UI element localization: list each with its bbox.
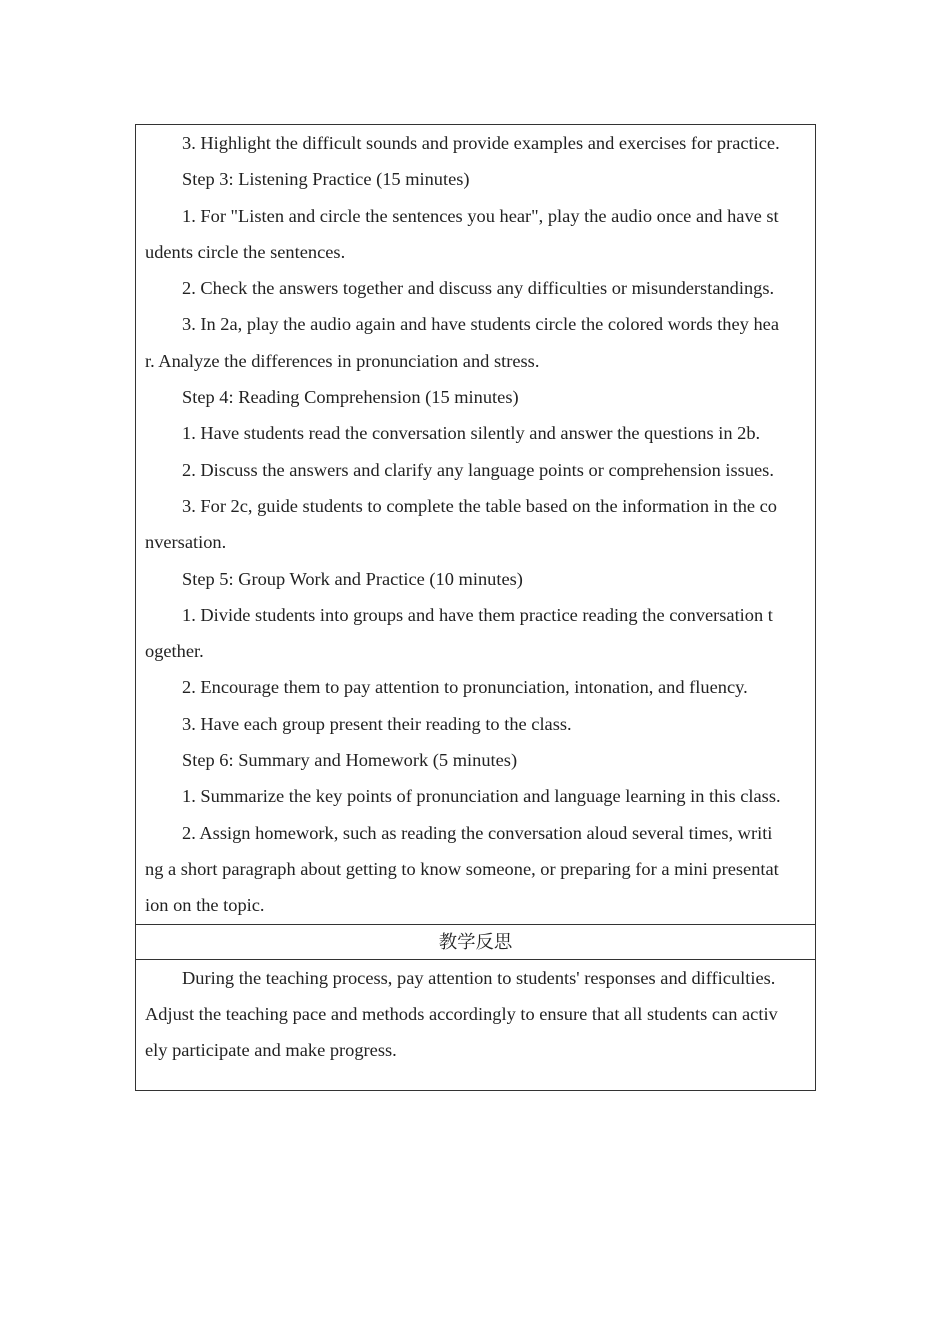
text-line: 3. For 2c, guide students to complete the table based on the information in the co [182,495,778,516]
step-heading: Step 5: Group Work and Practice (10 minutes) [182,568,523,589]
text-line: ng a short paragraph about getting to know someone, or preparing for a mini presentat [145,858,779,879]
text-line: r. Analyze the differences in pronunciation and stress. [145,350,540,371]
step-heading: Step 3: Listening Practice (15 minutes) [182,169,470,190]
text-line: 3. Highlight the difficult sounds and provide examples and exercises for practice. [182,133,780,153]
text-line: 2. Assign homework, such as reading the conversation aloud several times, writi [182,822,773,843]
text-line: udents circle the sentences. [145,241,346,262]
text-line: Adjust the teaching pace and methods accordingly to ensure that all students can activ [145,1003,778,1024]
step-heading: Step 6: Summary and Homework (5 minutes) [182,750,518,771]
lesson-plan-table [135,124,816,1091]
text-line: ely participate and make progress. [145,1040,397,1061]
reflection-heading: 教学反思 [136,924,815,959]
text-line: 1. Summarize the key points of pronunciation and language learning in this class. [182,786,781,807]
text-line: 1. For "Listen and circle the sentences you hear", play the audio once and have st [182,205,779,226]
teaching-steps-cell [136,125,815,924]
step-heading: Step 4: Reading Comprehension (15 minutes) [182,387,519,408]
text-line: 2. Encourage them to pay attention to pronunciation, intonation, and fluency. [182,677,748,698]
text-line: 2. Check the answers together and discuss any difficulties or misunderstandings. [182,278,775,299]
text-line: During the teaching process, pay attention to students' responses and difficulties. [182,967,776,988]
text-line: 1. Have students read the conversation silently and answer the questions in 2b. [182,423,761,444]
reflection-cell [136,959,815,1091]
text-line: 2. Discuss the answers and clarify any language points or comprehension issues. [182,459,774,480]
text-line: 3. Have each group present their reading to the class. [182,713,572,734]
text-line: nversation. [145,532,227,553]
text-line: ogether. [145,641,204,662]
text-line: ion on the topic. [145,895,265,916]
text-line: 1. Divide students into groups and have them practice reading the conversation t [182,604,773,625]
text-line: 3. In 2a, play the audio again and have students circle the colored words they hea [182,314,779,335]
